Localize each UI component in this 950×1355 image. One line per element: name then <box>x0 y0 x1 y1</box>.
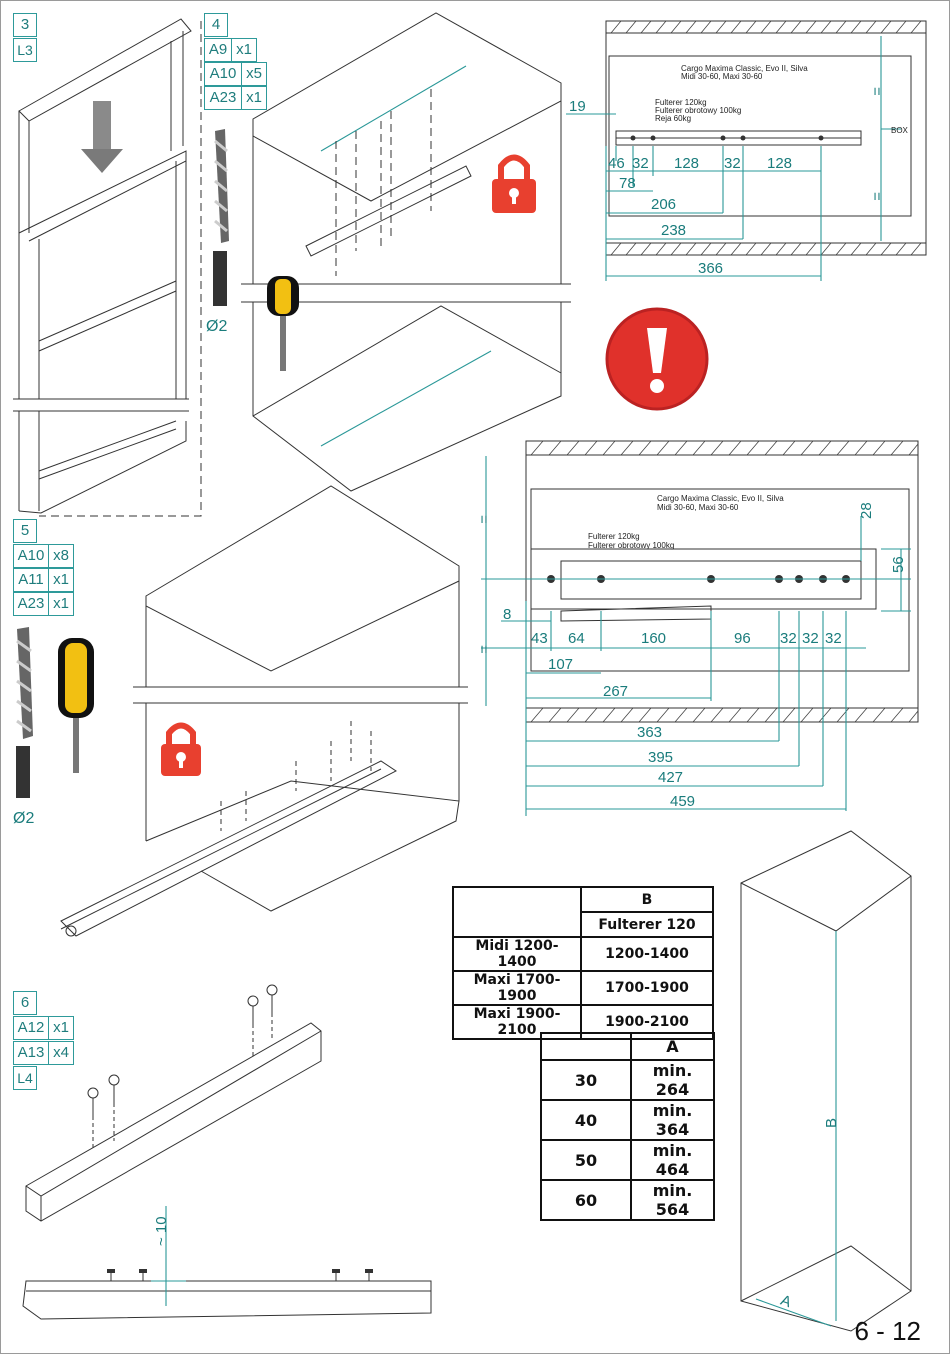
step-5-part: A11 <box>13 568 49 592</box>
drill-diameter-label: Ø2 <box>13 810 35 827</box>
step-5-number: 5 <box>13 519 37 543</box>
dim-363: 363 <box>637 724 663 741</box>
mid-caption-line2: Midi 30-60, Maxi 30-60 <box>657 503 739 512</box>
step-5-qty: x1 <box>48 592 74 616</box>
table-b-row-value: 1900-2100 <box>581 1005 713 1039</box>
table-b-row-label: Maxi 1700-1900 <box>453 971 581 1005</box>
step-4-qty: x5 <box>241 62 267 86</box>
dim-427: 427 <box>658 769 684 786</box>
dim-238: 238 <box>661 222 687 239</box>
step-3-label: L3 <box>13 38 37 62</box>
top-detail-drawing <box>566 21 926 281</box>
dim-128: 128 <box>674 155 700 172</box>
mid-legend-item: Fulterer obrotowy 100kg <box>588 541 675 550</box>
dim-56: 56 <box>890 556 907 573</box>
warning-icon <box>607 309 707 409</box>
cabinet-top-drawing <box>241 13 571 491</box>
top-caption-line2: Midi 30-60, Maxi 30-60 <box>681 72 763 81</box>
dim-32: 32 <box>780 630 797 647</box>
dim-366: 366 <box>698 260 724 277</box>
equal-mark: = <box>868 87 885 96</box>
rail-offset-label: ~ 10 <box>153 1216 170 1246</box>
dimension-a-label: A <box>778 1291 794 1312</box>
mid-legend-item: Fulterer 120kg <box>588 532 640 541</box>
step-4-part: A10 <box>204 62 242 86</box>
top-caption-line1: Cargo Maxima Classic, Evo II, Silva <box>681 64 808 73</box>
step-5-part: A10 <box>13 544 49 568</box>
step-6-part: A12 <box>13 1016 49 1040</box>
screwdriver-icon <box>58 638 94 773</box>
table-b-header: B <box>581 887 713 912</box>
step-4-qty: x1 <box>241 86 267 110</box>
equal-mark: = <box>475 515 492 524</box>
dim-32: 32 <box>724 155 741 172</box>
dim-160: 160 <box>641 630 667 647</box>
dim-43: 43 <box>531 630 548 647</box>
table-a-header: A <box>631 1033 714 1060</box>
dim-8: 8 <box>503 606 512 623</box>
dim-64: 64 <box>568 630 585 647</box>
cabinet-rail-drawing <box>61 486 468 936</box>
table-b-row-label: Maxi 1900-2100 <box>453 1005 581 1039</box>
rail-mounting-drawing <box>23 985 431 1319</box>
dim-96: 96 <box>734 630 751 647</box>
table-a-row-value: min. 364 <box>631 1100 714 1140</box>
dim-128: 128 <box>767 155 793 172</box>
step-4-qty: x1 <box>231 38 257 62</box>
lock-icon <box>161 726 201 777</box>
screw-icon <box>109 1075 119 1103</box>
table-a-row-value: min. 264 <box>631 1060 714 1100</box>
table-a-row-value: min. 564 <box>631 1180 714 1220</box>
step-5-part: A23 <box>13 592 49 616</box>
dim-107: 107 <box>548 656 574 673</box>
page-number: 6 - 12 <box>854 1316 921 1346</box>
table-b-corner <box>453 887 581 937</box>
dim-32: 32 <box>632 155 649 172</box>
screwdriver-icon <box>267 276 299 371</box>
table-a-row-label: 60 <box>541 1180 631 1220</box>
table-a-row-label: 50 <box>541 1140 631 1180</box>
dim-28: 28 <box>858 502 875 519</box>
table-a-row-value: min. 464 <box>631 1140 714 1180</box>
step-6-label: L4 <box>13 1066 37 1090</box>
step-4-number: 4 <box>204 13 228 37</box>
step-6-qty: x1 <box>48 1016 74 1040</box>
table-a-row-label: 30 <box>541 1060 631 1100</box>
top-legend-item: Fulterer obrotowy 100kg <box>655 106 742 115</box>
top-legend-item: Reja 60kg <box>655 114 692 123</box>
dim-267: 267 <box>603 683 629 700</box>
dim-19: 19 <box>569 98 586 115</box>
step-4-part: A9 <box>204 38 232 62</box>
table-b-row-value: 1700-1900 <box>581 971 713 1005</box>
top-edge-label: BOX <box>891 126 908 135</box>
drill-bit-icon <box>16 627 33 798</box>
dim-459: 459 <box>670 793 696 810</box>
table-a-corner <box>541 1033 631 1060</box>
size-table-a <box>540 1032 715 1221</box>
drill-bit-icon <box>213 129 229 306</box>
equal-mark: = <box>475 645 492 654</box>
table-b-row-label: Midi 1200-1400 <box>453 937 581 971</box>
drill-diameter-label: Ø2 <box>206 318 228 335</box>
dimension-b-label: B <box>823 1117 840 1128</box>
step-3-number: 3 <box>13 13 37 37</box>
table-a-row-label: 40 <box>541 1100 631 1140</box>
screw-icon <box>88 1088 98 1116</box>
tall-cabinet-drawing <box>741 831 911 1331</box>
step-4-part: A23 <box>204 86 242 110</box>
screw-icon <box>248 996 258 1024</box>
down-arrow-icon <box>81 101 123 173</box>
dim-46: 46 <box>608 155 625 172</box>
table-b-row-value: 1200-1400 <box>581 937 713 971</box>
equal-mark: = <box>868 192 885 201</box>
step-5-qty: x1 <box>48 568 74 592</box>
step-6-qty: x4 <box>48 1041 74 1065</box>
screw-icon <box>267 985 277 1013</box>
table-b-subheader: Fulterer 120 <box>581 912 713 937</box>
dim-32: 32 <box>825 630 842 647</box>
step-6-number: 6 <box>13 991 37 1015</box>
top-legend-item: Fulterer 120kg <box>655 98 707 107</box>
frame-assembly-drawing <box>13 19 201 516</box>
step-5-qty: x8 <box>48 544 74 568</box>
dim-78: 78 <box>619 175 636 192</box>
mid-caption-line1: Cargo Maxima Classic, Evo II, Silva <box>657 494 784 503</box>
dim-206: 206 <box>651 196 677 213</box>
size-table-b <box>452 886 714 1040</box>
lock-icon <box>492 158 536 214</box>
dim-32: 32 <box>802 630 819 647</box>
assembly-drawings <box>1 1 950 1355</box>
step-6-part: A13 <box>13 1041 49 1065</box>
dim-395: 395 <box>648 749 674 766</box>
